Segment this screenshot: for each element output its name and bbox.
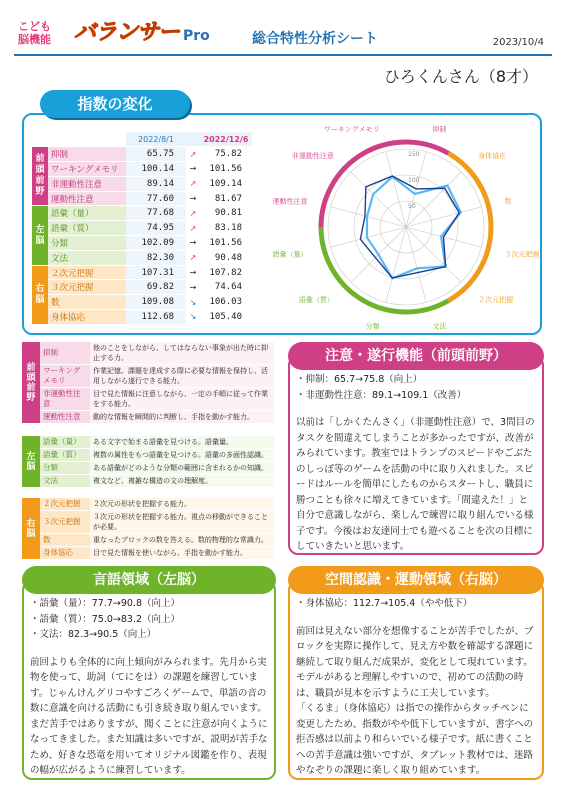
index-curr-value: 105.40	[200, 310, 252, 325]
brand-suffix: Pro	[183, 28, 210, 44]
index-trend-arrow: ↘	[186, 295, 200, 310]
index-table	[32, 132, 252, 325]
index-prev-value: 69.82	[126, 280, 186, 295]
index-trend-arrow: →	[186, 236, 200, 251]
index-prev-value: 100.14	[126, 162, 186, 177]
index-curr-value: 101.56	[200, 236, 252, 251]
radar-axis-label: 語彙（質）	[298, 296, 334, 305]
radar-spoke	[331, 227, 406, 247]
description-table	[22, 342, 274, 424]
index-row	[32, 147, 252, 162]
index-trend-arrow: →	[186, 280, 200, 295]
body-line: 変更したため、指数がやや低下していますが、書字への	[296, 718, 534, 730]
description-row	[22, 511, 274, 534]
index-curr-value: 90.48	[200, 250, 252, 265]
description-text: 複文など、複雑な構造の文の理解度。	[90, 475, 274, 488]
radar-axis-label: 語彙（量）	[272, 250, 308, 259]
body-line: モデルがあると理解しやすいので、初めての活動の時	[296, 672, 524, 683]
description-term: 分類	[40, 462, 90, 475]
description-text: ある文字で始まる語彙を見つける。語彙量。	[90, 436, 274, 449]
kodomo-line1: こども	[18, 20, 51, 33]
description-row	[22, 436, 274, 449]
index-curr-value: 74.64	[200, 280, 252, 295]
description-term: ２次元把握	[40, 498, 90, 511]
index-title: 指数の変化	[40, 90, 190, 118]
index-metric-label: ワーキングメモリ	[48, 162, 126, 177]
description-text: 動的な情報を瞬間的に判断し、手指を動かす能力。	[90, 411, 274, 424]
description-text: ２次元の形状を把握する能力。	[90, 498, 274, 511]
radar-chart	[272, 117, 540, 333]
description-group-label: 前頭前野	[22, 342, 40, 424]
description-row	[22, 534, 274, 547]
index-prev-value: 82.30	[126, 250, 186, 265]
header-divider	[14, 54, 552, 56]
index-trend-arrow: ↗	[186, 176, 200, 191]
description-row	[22, 411, 274, 424]
child-name: ひろくんさん（8才）	[383, 67, 538, 86]
date-curr-header: 2022/12/6	[200, 132, 252, 147]
body-line: ロックを実際に操作して、見え方や数を確認する課題に	[296, 641, 534, 652]
radar-tick-label: 50	[408, 203, 416, 210]
index-prev-value: 112.68	[126, 310, 186, 325]
index-prev-value: 65.75	[126, 147, 186, 162]
description-row	[22, 475, 274, 488]
index-prev-value: 107.31	[126, 265, 186, 280]
index-row	[32, 265, 252, 280]
radar-axis-label: 身体協応	[478, 151, 507, 160]
body-line: タスクを間違えてしまうことが多かったですが、改善が	[296, 432, 534, 444]
index-trend-arrow: ↗	[186, 206, 200, 221]
date-prev-header: 2022/8/1	[126, 132, 186, 147]
bullet-line: ・抑制：65.7→75.8（向上）	[296, 374, 423, 385]
index-row	[32, 236, 252, 251]
language-title: 言語領域（左脳）	[22, 566, 276, 594]
body-line: なってきました。また知識は多いですが、説明が苦手な	[30, 734, 268, 745]
radar-axis-label: 抑制	[432, 125, 447, 134]
body-line: みられています。教室ではトランプのスピードやごぶた	[296, 448, 533, 459]
bullet-line: ・文法：82.3→90.5（向上）	[30, 629, 157, 640]
kodomo-label	[18, 20, 51, 46]
index-trend-arrow: ↘	[186, 310, 200, 325]
index-group-label: 右脳	[32, 265, 48, 324]
body-line: す。じゃんけんグリコやすごろくゲームで、単語の音の	[30, 687, 267, 699]
body-line: ードはルールを簡単にしたものからスタートし、職員に	[296, 479, 534, 490]
description-text: 複数の属性をもつ語彙を見つける。語彙の多面性認識。	[90, 449, 274, 462]
radar-axis-label: 分類	[365, 322, 380, 331]
index-metric-label: ３次元把握	[48, 280, 126, 295]
index-prev-value: 109.08	[126, 295, 186, 310]
body-line: 勝つことも徐々に増えてきています。「間違えた！」と	[296, 494, 528, 506]
body-line: 前回は見えない部分を想像することが苦手でしたが、ブ	[296, 625, 534, 637]
description-table	[22, 436, 274, 488]
brand-logo	[74, 22, 210, 46]
body-line: やなぞりの課題に楽しく取り組めています。	[296, 765, 486, 776]
index-row	[32, 295, 252, 310]
body-line: 前回よりも全体的に向上傾向がみられます。先月から実	[30, 656, 267, 668]
description-term: 抑制	[40, 342, 90, 365]
body-line: 以前は「しかくたんさく」（非運動性注意）で、3問目の	[296, 417, 535, 428]
description-text: 作業記憶。課題を達成する際に必要な情報を保持し、活用しながら遂行できる能力。	[90, 365, 274, 388]
index-trend-arrow: ↗	[186, 250, 200, 265]
bullet-line: ・語彙（量）：77.7→90.8（向上）	[30, 598, 181, 609]
radar-axis-label: ３次元把握	[504, 250, 540, 259]
index-group-label: 前頭前野	[32, 147, 48, 206]
spacer	[296, 612, 540, 624]
bullet-line: ・身体協応：112.7→105.4（やや低下）	[296, 598, 473, 609]
index-trend-arrow: →	[186, 265, 200, 280]
radar-axis-label: 運動性注意	[272, 197, 308, 206]
description-text: ３次元の形状を把握する能力。視点の移動ができることが必要。	[90, 511, 274, 534]
description-term: 身体協応	[40, 547, 90, 560]
radar-axis-label: 非運動性注意	[291, 151, 334, 160]
description-term: 語彙（量）	[40, 436, 90, 449]
spacer	[30, 643, 274, 655]
attention-title: 注意・遂行機能（前頭前野）	[288, 342, 544, 370]
box_spatial-content	[296, 596, 540, 779]
index-metric-label: ２次元把握	[48, 265, 126, 280]
description-text: 重なったブロックの数を答える。数的物理的な常識力。	[90, 534, 274, 547]
index-metric-label: 語彙（質）	[48, 221, 126, 236]
index-row	[32, 176, 252, 191]
index-prev-value: 77.60	[126, 191, 186, 206]
description-row	[22, 462, 274, 475]
index-row	[32, 250, 252, 265]
index-row	[32, 221, 252, 236]
description-term: 語彙（質）	[40, 449, 90, 462]
description-row	[22, 547, 274, 560]
index-curr-value: 101.56	[200, 162, 252, 177]
bullet-line: ・語彙（質）：75.0→83.2（向上）	[30, 613, 181, 625]
body-line: 拒否感は以前より和らいでいる様子です。紙に書くこと	[296, 734, 533, 745]
radar-tick-label: 150	[408, 151, 420, 158]
body-line: 「くるま」（身体協応）は指での操作からタッチペンに	[296, 703, 529, 714]
body-line: ため、好きな恐竜を用いてオリジナル図鑑を作り、表現	[30, 749, 267, 761]
index-curr-value: 106.03	[200, 295, 252, 310]
index-trend-arrow: →	[186, 191, 200, 206]
index-trend-arrow: →	[186, 162, 200, 177]
body-line: への苦手意識は強いですが、タブレット教材では、迷路	[296, 749, 534, 761]
body-line: 自分で意識しながら、楽しんで練習に取り組んでいる様	[296, 510, 534, 521]
description-term: 文法	[40, 475, 90, 488]
body-line: 数に意識を向ける活動にも引き続き取り組んでいます。	[30, 703, 267, 714]
description-group-label: 左脳	[22, 436, 40, 488]
index-curr-value: 83.18	[200, 221, 252, 236]
brand-name: バランサー	[74, 20, 180, 45]
body-line: 子です。今後はお友達同士でも遊べることを次の目標に	[296, 525, 533, 537]
radar-axis-label: 数	[504, 197, 512, 206]
description-term: 非運動性注意	[40, 388, 90, 411]
kodomo-line2: 脳機能	[18, 33, 51, 46]
box_language-content	[30, 596, 274, 779]
radar-spoke	[406, 227, 426, 302]
description-group-label: 右脳	[22, 498, 40, 560]
description-row	[22, 449, 274, 462]
index-row	[32, 280, 252, 295]
body-line: まだ苦手ではありますが、聞くことに注意が向くように	[30, 718, 268, 730]
spatial-title: 空間認識・運動領域（右脳）	[288, 566, 544, 594]
body-line: は、職員が見本を示すように工夫しています。	[296, 687, 495, 699]
radar-spoke	[386, 227, 406, 302]
index-metric-label: 文法	[48, 250, 126, 265]
index-curr-value: 90.81	[200, 206, 252, 221]
radar-axis-label: ２次元把握	[478, 296, 514, 305]
index-metric-label: 運動性注意	[48, 191, 126, 206]
radar-region-ring	[449, 153, 492, 300]
box_attention-content	[296, 372, 540, 555]
index-row	[32, 206, 252, 221]
index-curr-value: 81.67	[200, 191, 252, 206]
radar-axis-label: ワーキングメモリ	[323, 125, 380, 134]
index-prev-value: 77.68	[126, 206, 186, 221]
body-line: 継続して取り組んだ成果が、変化として現れています。	[296, 656, 533, 668]
index-prev-value: 74.95	[126, 221, 186, 236]
description-text: 目で見た情報に注意しながら、一定の手順に従って作業をする能力。	[90, 388, 274, 411]
description-text: 目で見た情報を使いながら、手指を動かす能力。	[90, 547, 274, 560]
index-trend-arrow: ↗	[186, 221, 200, 236]
description-term: ３次元把握	[40, 511, 90, 534]
index-metric-label: 分類	[48, 236, 126, 251]
index-curr-value: 109.14	[200, 176, 252, 191]
spacer	[296, 403, 540, 415]
body-line: のしっぽ等のゲームを活動の中に取り入れました。スピ	[296, 463, 534, 475]
radar-spoke	[406, 207, 481, 227]
description-row	[22, 498, 274, 511]
index-group-label: 左脳	[32, 206, 48, 265]
description-term: 数	[40, 534, 90, 547]
index-metric-label: 数	[48, 295, 126, 310]
index-trend-arrow: ↗	[186, 147, 200, 162]
index-metric-label: 抑制	[48, 147, 126, 162]
description-table	[22, 498, 274, 560]
index-metric-label: 非運動性注意	[48, 176, 126, 191]
index-metric-label: 語彙（量）	[48, 206, 126, 221]
index-curr-value: 107.82	[200, 265, 252, 280]
description-row	[22, 365, 274, 388]
document-date: 2023/10/4	[492, 37, 544, 48]
index-metric-label: 身体協応	[48, 310, 126, 325]
body-line: していきたいと思います。	[296, 541, 410, 552]
description-text: 他のことをしながら、してはならない事象が出た時に抑止する力。	[90, 342, 274, 365]
description-term: ワーキングメモリ	[40, 365, 90, 388]
description-term: 運動性注意	[40, 411, 90, 424]
radar-axis-label: 文法	[432, 322, 447, 331]
index-curr-value: 75.82	[200, 147, 252, 162]
description-row	[22, 342, 274, 365]
description-row	[22, 388, 274, 411]
index-prev-value: 102.09	[126, 236, 186, 251]
description-text: ある語彙がどのような分類の範囲に含まれるかの知識。	[90, 462, 274, 475]
index-row	[32, 162, 252, 177]
radar-tick-label: 100	[408, 177, 420, 184]
index-prev-value: 89.14	[126, 176, 186, 191]
index-row	[32, 310, 252, 325]
index-row	[32, 191, 252, 206]
body-line: 物を使って、助詞（てにをは）の課題を練習していま	[30, 672, 258, 683]
document-title: 総合特性分析シート	[252, 31, 378, 47]
bullet-line: ・非運動性注意：89.1→109.1（改善）	[296, 389, 467, 401]
radar-spoke	[386, 152, 406, 227]
body-line: の幅が広がるように練習しています。	[30, 765, 191, 776]
